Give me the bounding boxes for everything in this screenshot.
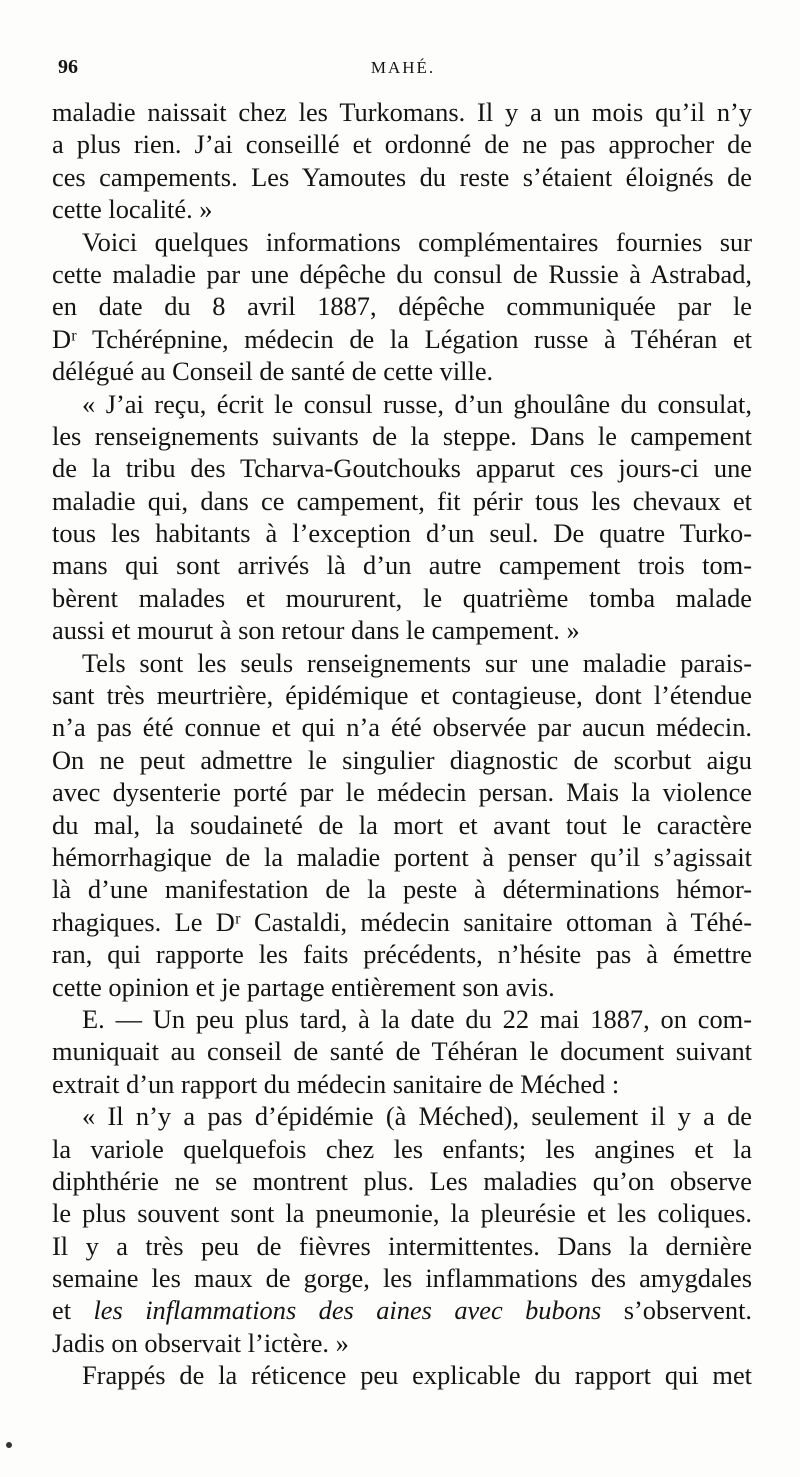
margin-speck bbox=[6, 1442, 12, 1448]
text-line: de la tribu des Tcharva-Goutchouks apparut ces jours-ci une bbox=[52, 453, 752, 484]
text-line: Frappés de la réticence peu explicable du rapport qui met bbox=[82, 1360, 752, 1391]
text-line: ran, qui rapporte les faits précédents, n’hésite pas à émettre bbox=[52, 939, 752, 970]
text-line: hémorrhagique de la maladie portent à penser qu’il s’agissait bbox=[52, 841, 752, 872]
running-head: MAHÉ. bbox=[370, 58, 436, 77]
text-line: « Il n’y a pas d’épidémie (à Méched), seulement il y a de bbox=[82, 1101, 752, 1132]
page-number: 96 bbox=[58, 56, 78, 78]
text-segment: et bbox=[52, 1295, 94, 1326]
text-line: « J’ai reçu, écrit le consul russe, d’un ghoulâne du consulat, bbox=[82, 388, 752, 419]
text-line: n’a pas été connue et qui n’a été observée par aucun médecin. bbox=[52, 712, 752, 743]
text-line: diphthérie ne se montrent plus. Les maladies qu’on observe bbox=[52, 1165, 752, 1196]
text-line: cette maladie par une dépêche du consul de Russie à Astrabad, bbox=[52, 258, 752, 289]
text-line: tous les habitants à l’exception d’un seul. De quatre Turko- bbox=[52, 518, 752, 549]
text-line: maladie qui, dans ce campement, fit périr tous les chevaux et bbox=[52, 485, 752, 516]
text-line: aussi et mourut à son retour dans le campement. » bbox=[52, 615, 580, 646]
body-text bbox=[52, 96, 752, 1392]
text-line: E. — Un peu plus tard, à la date du 22 mai 1887, on com- bbox=[82, 1003, 752, 1034]
text-line: extrait d’un rapport du médecin sanitaire de Méched : bbox=[52, 1068, 620, 1099]
italic-phrase: les inflammations des aines avec bubons bbox=[93, 1295, 602, 1326]
text-line: Dʳ Tchérépnine, médecin de la Légation russe à Téhéran et bbox=[52, 323, 752, 354]
text-line: mans qui sont arrivés là d’un autre campement trois tom- bbox=[52, 550, 752, 581]
text-line: bèrent malades et moururent, le quatrième tomba malade bbox=[52, 582, 752, 613]
text-line: là d’une manifestation de la peste à déterminations hémor- bbox=[52, 874, 752, 905]
text-line: cette opinion et je partage entièrement son avis. bbox=[52, 971, 555, 1002]
text-line: sant très meurtrière, épidémique et contagieuse, dont l’étendue bbox=[52, 680, 752, 711]
text-line: la variole quelquefois chez les enfants; les angines et la bbox=[52, 1133, 752, 1164]
text-line: semaine les maux de gorge, les inflammations des amygdales bbox=[52, 1263, 752, 1294]
text-line: cette localité. » bbox=[52, 194, 213, 225]
text-line: délégué au Conseil de santé de cette ville. bbox=[52, 356, 494, 387]
text-line: On ne peut admettre le singulier diagnostic de scorbut aigu bbox=[52, 744, 752, 775]
text-line: Jadis on observait l’ictère. » bbox=[52, 1327, 349, 1358]
text-line: ces campements. Les Yamoutes du reste s’étaient éloignés de bbox=[52, 161, 752, 192]
text-line: Voici quelques informations complémentaires fournies sur bbox=[82, 226, 752, 257]
page-header bbox=[58, 56, 748, 86]
text-line: a plus rien. J’ai conseillé et ordonné de ne pas approcher de bbox=[52, 129, 752, 160]
text-line: Il y a très peu de fièvres intermittentes. Dans la dernière bbox=[52, 1230, 752, 1261]
text-line: en date du 8 avril 1887, dépêche communiquée par le bbox=[52, 291, 752, 322]
text-line: le plus souvent sont la pneumonie, la pleurésie et les coliques. bbox=[52, 1198, 752, 1229]
text-line: muniquait au conseil de santé de Téhéran le document suivant bbox=[52, 1036, 752, 1067]
text-line: rhagiques. Le Dʳ Castaldi, médecin sanitaire ottoman à Téhé- bbox=[52, 906, 752, 937]
text-line: du mal, la soudaineté de la mort et avant tout le caractère bbox=[52, 809, 752, 840]
text-line bbox=[52, 1294, 752, 1326]
text-line: avec dysenterie porté par le médecin persan. Mais la violence bbox=[52, 777, 752, 808]
text-segment: s’observent. bbox=[601, 1295, 752, 1326]
text-line: maladie naissait chez les Turkomans. Il y a un mois qu’il n’y bbox=[52, 97, 752, 127]
text-line: les renseignements suivants de la steppe. Dans le campement bbox=[52, 420, 752, 451]
text-line: Tels sont les seuls renseignements sur une maladie parais- bbox=[82, 647, 752, 678]
